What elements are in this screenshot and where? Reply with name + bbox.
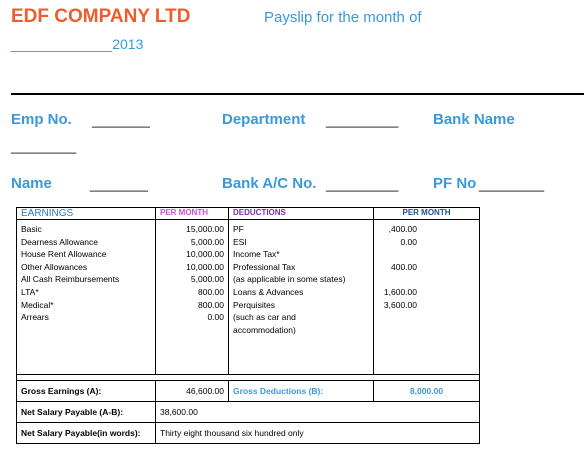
name-blank: ________ bbox=[90, 177, 148, 192]
emp-no-blank: ________ bbox=[92, 113, 150, 128]
list-item: Arrears bbox=[21, 312, 49, 323]
deductions-amounts bbox=[374, 220, 480, 375]
payslip-title: Payslip for the month of bbox=[264, 9, 422, 26]
list-item: Other Allowances bbox=[21, 261, 88, 272]
list-item: Dearness Allowance bbox=[21, 236, 99, 247]
list-item: 10,000.00 bbox=[186, 261, 224, 272]
list-item: 1,600.00 bbox=[383, 286, 417, 297]
gross-earnings-value: 46,600.00 bbox=[156, 381, 229, 402]
per-month-header: PER MONTH bbox=[156, 208, 229, 220]
list-item: 5,000.00 bbox=[190, 274, 224, 285]
net-salary-label: Net Salary Payable (A-B): bbox=[17, 402, 156, 423]
list-item: All Cash Reimbursements bbox=[21, 274, 120, 285]
list-item: 800.00 bbox=[198, 286, 224, 297]
list-item: 0.00 bbox=[207, 312, 224, 323]
emp-no-label: Emp No. bbox=[11, 111, 72, 128]
name-label: Name bbox=[11, 175, 52, 192]
bank-ac-blank: __________ bbox=[326, 177, 399, 192]
earnings-amounts bbox=[156, 220, 229, 375]
bank-ac-label: Bank A/C No. bbox=[222, 175, 317, 192]
list-item: Professional Tax bbox=[233, 261, 296, 272]
list-item: 10,000.00 bbox=[186, 249, 224, 260]
list-item: (as applicable in some states) bbox=[233, 274, 346, 285]
table-row bbox=[17, 402, 480, 423]
list-item: 3,600.00 bbox=[383, 299, 417, 310]
list-item: 800.00 bbox=[198, 299, 224, 310]
list-item: Income Tax* bbox=[233, 249, 280, 260]
list-item: 400.00 bbox=[391, 261, 417, 272]
net-salary-value: 38,600.00 bbox=[156, 402, 480, 423]
list-item: House Rent Allowance bbox=[21, 249, 107, 260]
header-divider bbox=[11, 93, 584, 95]
bank-name-blank: _________ bbox=[11, 139, 77, 154]
bank-name-label: Bank Name bbox=[433, 111, 515, 128]
company-name: EDF COMPANY LTD bbox=[11, 6, 191, 27]
table-row bbox=[17, 381, 480, 402]
list-item: 5,000.00 bbox=[190, 236, 224, 247]
gross-deductions-label: Gross Deductions (B): bbox=[229, 381, 374, 402]
gross-earnings-label: Gross Earnings (A): bbox=[17, 381, 156, 402]
deductions-header: DEDUCTIONS bbox=[229, 208, 374, 220]
list-item: accommodation) bbox=[233, 324, 296, 335]
pf-no-label: PF No bbox=[433, 175, 477, 192]
table-row bbox=[17, 220, 480, 375]
earnings-labels bbox=[17, 220, 156, 375]
list-item: 15,000.00 bbox=[186, 224, 224, 234]
pf-no-blank: _________ bbox=[479, 177, 545, 192]
list-item: Basic bbox=[21, 224, 42, 234]
list-item bbox=[378, 248, 417, 261]
list-item: ,400.00 bbox=[388, 224, 417, 234]
payslip-table bbox=[16, 207, 480, 444]
earnings-header: EARNINGS bbox=[17, 208, 156, 220]
net-words-label: Net Salary Payable(in words): bbox=[17, 423, 156, 444]
list-item: Perquisites bbox=[233, 299, 276, 310]
list-item: ESI bbox=[233, 236, 247, 247]
list-item: Loans & Advances bbox=[233, 286, 304, 297]
list-item: (such as car and bbox=[233, 312, 296, 323]
list-item: PF bbox=[233, 224, 244, 234]
list-item: Medical* bbox=[21, 299, 54, 310]
table-row bbox=[17, 423, 480, 444]
net-words-value: Thirty eight thousand six hundred only bbox=[156, 423, 480, 444]
department-blank: __________ bbox=[326, 113, 399, 128]
month-blank: _____________2013 bbox=[11, 36, 144, 52]
deductions-labels bbox=[229, 220, 374, 375]
list-item: LTA* bbox=[21, 286, 39, 297]
list-item: 0.00 bbox=[400, 236, 417, 247]
list-item bbox=[378, 273, 417, 286]
department-label: Department bbox=[222, 111, 306, 128]
per-month-header-2: PER MONTH bbox=[374, 208, 480, 220]
gross-deductions-value: 8,000.00 bbox=[374, 381, 480, 402]
